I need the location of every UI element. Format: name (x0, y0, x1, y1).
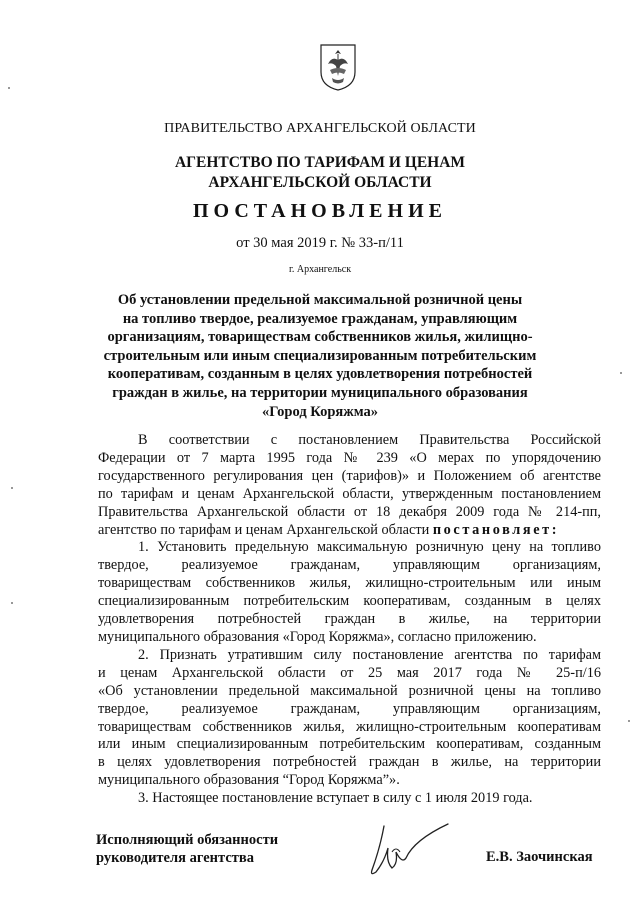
body-line (98, 522, 601, 540)
preamble-paragraph (98, 432, 601, 539)
subject-line: строительным или иным специализированным потребительским (103, 347, 537, 364)
subject-line: «Город Коряжма» (261, 403, 379, 420)
subject-line: кооперативам, созданным в целях удовлетворения потребностей (107, 366, 533, 383)
body-line: по тарифам и ценам Архангельской области, утвержденным постановлением (98, 485, 601, 502)
handwritten-signature (362, 818, 452, 880)
body-line: товариществам собственников жилья, жилищно-строительным кооперативам (98, 718, 601, 735)
body-line: твердое, реализуемое гражданам, управляющим организациям, (98, 700, 601, 717)
scan-speck (11, 487, 13, 489)
body-line: товариществам собственников жилья, жилищно-строительным или иным (98, 575, 601, 592)
subject-line: организациям, товариществам собственников жилья, жилищно- (107, 329, 533, 346)
body-line: твердое, реализуемое гражданам, управляющим организациям, (98, 557, 601, 574)
agency-name-line: АРХАНГЕЛЬСКОЙ ОБЛАСТИ (208, 174, 432, 191)
body-line: специализированным потребительским кооперативам, созданным в целях (98, 593, 601, 610)
body-line: государственного регулирования цен (тарифов)» и Положением об агентстве (98, 467, 601, 484)
body-line: удовлетворения потребностей граждан в жилье, на территории (98, 611, 601, 628)
scan-speck (8, 87, 10, 89)
body-line: и ценам Архангельской области от 25 мая 2017 года № 25-п/16 (98, 664, 601, 681)
body-line: «Об установлении предельной максимальной розничной цены на топливо (98, 682, 601, 699)
body-line: 1. Установить предельную максимальную розничную цену на топливо (138, 539, 601, 556)
body-line: или иным специализированным потребительским кооперативам, созданным (98, 736, 601, 753)
signatory-name: Е.В. Заочинская (486, 849, 593, 865)
signatory-position (96, 831, 278, 867)
body-line: 2. Признать утратившим силу постановление агентства по тарифам (138, 646, 601, 663)
document-city: г. Архангельск (288, 264, 352, 275)
subject-line: Об установлении предельной максимальной розничной цены (117, 292, 523, 308)
scan-speck (628, 720, 630, 722)
item-2-paragraph (98, 647, 601, 790)
subject-line: на топливо твердое, реализуемое гражданам, управляющим (122, 310, 518, 327)
body-line: Федерации от 7 марта 1995 года № 239 «О мерах по упорядочению (98, 449, 601, 466)
body-line: в целях удовлетворения потребностей граждан в жилье, на территории (98, 754, 601, 771)
agency-name (0, 153, 640, 193)
subject-line: граждан в жилье, на территории муниципального образования (112, 384, 528, 401)
item-1-paragraph (98, 539, 601, 646)
document-subject (0, 291, 640, 421)
scan-speck (11, 602, 13, 604)
document-type-title: ПОСТАНОВЛЕНИЕ (193, 200, 447, 222)
decree-word: постановляет: (432, 521, 560, 538)
government-name: ПРАВИТЕЛЬСТВО АРХАНГЕЛЬСКОЙ ОБЛАСТИ (164, 121, 476, 136)
agency-name-line: АГЕНТСТВО ПО ТАРИФАМ И ЦЕНАМ (174, 154, 466, 171)
signatory-position-line: Исполняющий обязанности (96, 832, 279, 848)
body-line: 3. Настоящее постановление вступает в силу с 1 июля 2019 года. (138, 790, 533, 807)
document-date-number: от 30 мая 2019 г. № 33-п/11 (236, 235, 404, 251)
body-line: муниципального образования «Город Коряжма», согласно приложению. (98, 628, 537, 645)
item-3-paragraph (98, 790, 601, 808)
coat-of-arms-icon (318, 42, 358, 92)
document-body (98, 432, 601, 808)
signatory-position-line: руководителя агентства (96, 850, 254, 866)
body-line: Правительства Архангельской области от 18 декабря 2009 года № 214-пп, (98, 503, 601, 520)
body-line: В соответствии с постановлением Правительства Российской (138, 432, 601, 448)
body-line: муниципального образования “Город Коряжма”». (98, 772, 400, 789)
preamble-final-text: агентство по тарифам и ценам Архангельской области (98, 521, 433, 538)
scan-speck (620, 372, 622, 374)
